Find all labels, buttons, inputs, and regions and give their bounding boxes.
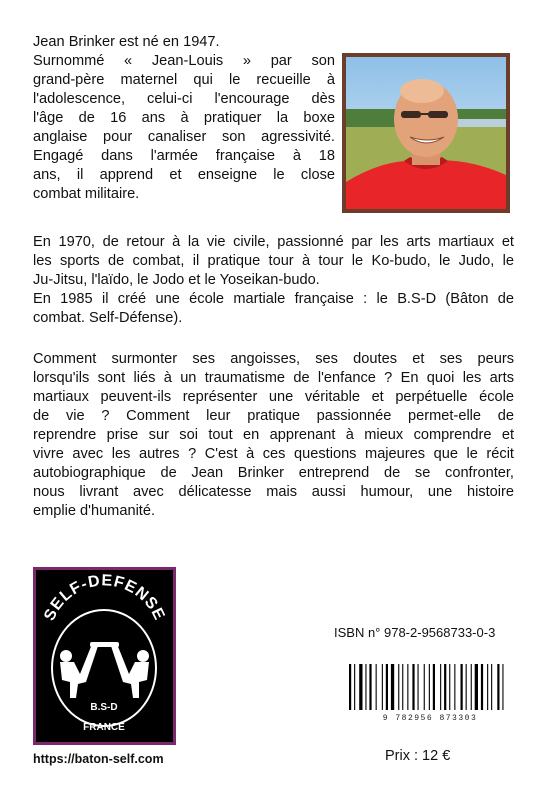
logo-bottom-text: FRANCE — [83, 722, 125, 733]
bio-line: ans, il apprend et enseigne le close — [33, 167, 335, 183]
barcode-bars — [349, 664, 504, 710]
synopsis-paragraph — [33, 350, 514, 521]
career-line: Ju-Jitsu, l'laïdo, le Jodo et le Yoseikan-budo. — [33, 272, 320, 288]
barcode-bar — [418, 664, 419, 710]
barcode-bar — [475, 664, 478, 710]
barcode-bar — [466, 664, 467, 710]
barcode-bar — [424, 664, 425, 710]
barcode-bar — [398, 664, 399, 710]
price: Prix : 12 € — [385, 748, 451, 764]
barcode-bar — [454, 664, 455, 710]
barcode-bar — [407, 664, 408, 710]
barcode-bar — [471, 664, 472, 710]
career-paragraph — [33, 233, 514, 328]
self-defense-emblem-image — [36, 570, 173, 742]
barcode-bar — [391, 664, 394, 710]
barcode-bar — [491, 664, 492, 710]
synopsis-line: lorsqu'ils sont liés à un traumatisme de l'enfance ? En quoi les arts — [33, 370, 514, 386]
barcode-bar — [481, 664, 483, 710]
barcode-bar — [429, 664, 430, 710]
career-line: les sports de combat, il pratique tour à tour le Ko-budo, le Judo, le — [33, 253, 514, 269]
synopsis-line: Comment surmonter ses angoisses, ses doutes et ses peurs — [33, 351, 514, 367]
barcode-bar — [402, 664, 403, 710]
logo-top-text: SELF-DEFENSE — [41, 572, 168, 624]
barcode-bar — [461, 664, 463, 710]
bio-line: grand-père maternel qui le recueille à — [33, 72, 335, 88]
career-line: En 1970, de retour à la vie civile, passionné par les arts martiaux et — [33, 234, 514, 250]
website-url: https://baton-self.com — [33, 752, 164, 766]
barcode-bar — [433, 664, 435, 710]
barcode-bar — [349, 664, 351, 710]
barcode-bar — [449, 664, 450, 710]
barcode-bar — [376, 664, 377, 710]
author-portrait-image — [346, 57, 506, 209]
synopsis-line: nous livrant avec délicatesse mais aussi humour, une histoire — [33, 484, 514, 500]
bio-line: anglaise pour canaliser son agressivité. — [33, 129, 335, 145]
synopsis-line: martiaux peuvent-ils représenter une véritable et perpétuelle école — [33, 389, 514, 405]
barcode-bar — [502, 664, 503, 710]
bio-line: combat militaire. — [33, 186, 140, 202]
isbn-number: ISBN n° 978-2-9568733-0-3 — [334, 625, 496, 640]
barcode-digits: 9 782956 873303 — [382, 714, 478, 722]
logo-middle-text: B.S-D — [90, 702, 118, 713]
synopsis-line: autobiographique de Jean Brinker entreprend de se confronter, — [33, 465, 514, 481]
bio-line: l'âge de 16 ans à pratiquer la boxe — [33, 110, 335, 126]
barcode-bar — [440, 664, 441, 710]
bio-line: Engagé dans l'armée française à 18 — [33, 148, 335, 164]
barcode-bar — [386, 664, 388, 710]
barcode-bar — [365, 664, 366, 710]
bio-line: Jean Brinker est né en 1947. — [33, 34, 220, 50]
synopsis-line: emplie d'humanité. — [33, 503, 156, 519]
barcode-bar — [369, 664, 371, 710]
barcode-bar — [359, 664, 362, 710]
career-line: En 1985 il créé une école martiale française : le B.S-D (Bâton de — [33, 291, 514, 307]
barcode-bar — [444, 664, 446, 710]
bio-line: l'adolescence, celui-ci l'encourage dès — [33, 91, 335, 107]
synopsis-line: vivre avec les autres ? C'est à ces questions majeures que le récit — [33, 446, 514, 462]
isbn-barcode — [345, 662, 515, 722]
barcode-bar — [354, 664, 355, 710]
barcode-bar — [497, 664, 499, 710]
barcode-bar — [382, 664, 383, 710]
author-photo — [342, 53, 510, 213]
bsd-logo — [33, 567, 176, 745]
barcode-bar — [412, 664, 414, 710]
bio-line: Surnommé « Jean-Louis » par son — [33, 53, 335, 69]
author-bio — [33, 33, 335, 204]
career-line: combat. Self-Défense). — [33, 310, 183, 326]
barcode-bar — [487, 664, 488, 710]
synopsis-line: de vie ? Comment leur pratique passionnée permet-elle de — [33, 408, 514, 424]
synopsis-line: reprendre prise sur soi tout en apprenant à mieux comprendre et — [33, 427, 514, 443]
